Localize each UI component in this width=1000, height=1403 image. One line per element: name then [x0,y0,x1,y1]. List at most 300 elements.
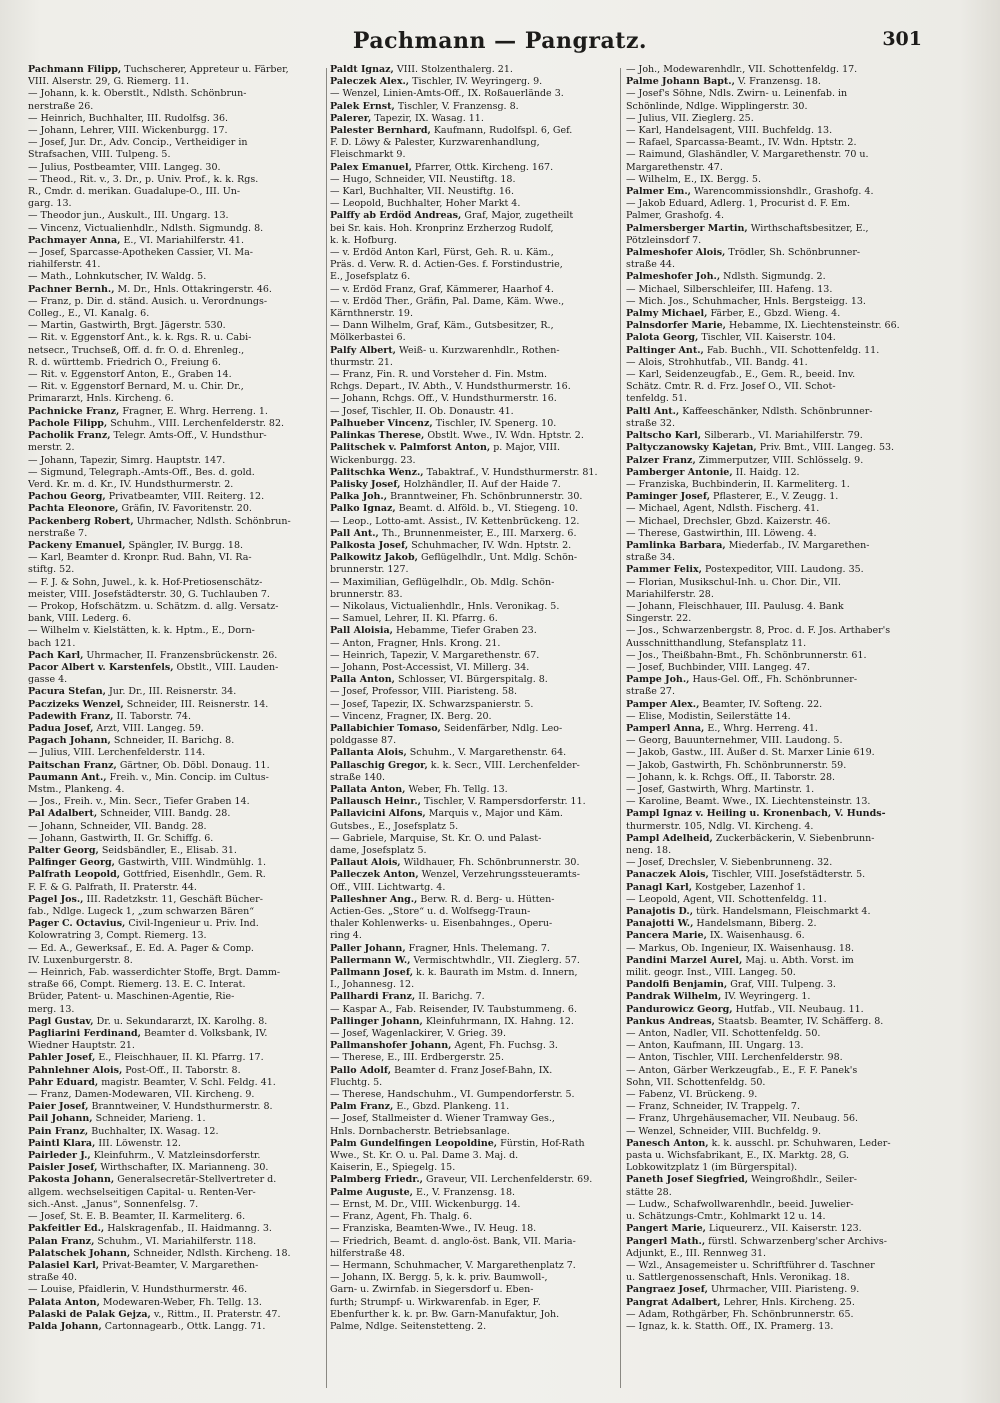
entry-details: — v. Erdöd Anton Karl, Fürst, Geh. R. u. Käm., [330,247,554,259]
directory-entry [330,894,616,906]
directory-entry [330,1089,616,1101]
entry-name: Paltyczanowsky Kajetan, [626,442,757,454]
directory-entry [28,101,324,113]
entry-name: Pampe Joh., [626,674,690,686]
directory-entry [626,1113,926,1125]
entry-details: — Jos., Schwarzenbergstr. 8, Proc. d. F. Jos. Arthaber's [626,625,891,637]
directory-entry [626,699,926,711]
directory-entry [626,210,926,222]
directory-entry [28,259,324,271]
directory-entry [330,1236,616,1248]
directory-entry [330,296,616,308]
entry-details: — Josef, Drechsler, V. Siebenbrunneng. 32. [626,857,833,869]
entry-name: Palatschek Johann, [28,1247,131,1259]
entry-name: Panaczek Alois, [626,869,709,881]
directory-entry [330,1113,616,1125]
directory-entry [28,455,324,467]
entry-details: Wirthschafter, IX. Marianneng. 30. [97,1162,269,1174]
entry-details: straße 34. [626,552,675,564]
entry-name: Pallmann Josef, [330,967,413,979]
directory-entry [626,967,926,979]
entry-details: Handelsmann, Biberg. 2. [693,918,817,930]
entry-details: Privatbeamter, VIII. Reiterg. 12. [105,491,265,503]
entry-details: Adjunkt, E., III. Rennweg 31. [626,1247,767,1259]
entry-details: v., Rittm., II. Praterstr. 47. [150,1308,281,1320]
directory-entry [626,101,926,113]
entry-details: fab., Ndlge. Lugeck 1, „zum schwarzen Bären“ [28,906,255,918]
entry-details: — Johann, Fleischhauer, III. Paulusg. 4. Bank [626,600,844,612]
entry-name: Panajotis D., [626,906,694,918]
entry-details: Pfarrer, Ottk. Kircheng. 167. [411,161,554,173]
entry-details: Vermischtwhdlr., VII. Zieglerg. 57. [410,954,580,966]
entry-details: — Samuel, Lehrer, II. Kl. Pfarrg. 6. [330,613,498,625]
entry-name: Pall Ant., [330,527,379,539]
entry-details: VIII. Stolzenthalerg. 21. [393,64,513,75]
entry-details: II. Taborstr. 74. [113,710,191,722]
entry-details: — Hugo, Schneider, VII. Neustiftg. 18. [330,173,516,185]
entry-details: Margarethenstr. 47. [626,161,723,173]
directory-entry [330,1321,616,1333]
entry-details: — Josef, Stallmeister d. Wiener Tramway Ges., [330,1113,555,1125]
entry-details: Seidenfärber, Ndlg. Leo- [440,722,563,734]
entry-details: Fab. Buchh., VII. Schottenfeldg. 11. [703,344,880,356]
entry-details: — Josef, Jur. Dr., Adv. Concip., Vertheidiger in [28,137,248,149]
directory-entry [626,1236,926,1248]
directory-entry [626,930,926,942]
entry-details: — Kaspar A., Fab. Reisender, IV. Taubstummeng. 6. [330,1003,577,1015]
entry-details: Obstlt. Wwe., IV. Wdn. Hptstr. 2. [424,430,584,442]
directory-entry [330,747,616,759]
entry-name: Paisler Josef, [28,1162,98,1174]
directory-entry [626,760,926,772]
entry-details: Fürstin, Hof-Rath [497,1137,585,1149]
entry-details: — Franz, Damen-Modewaren, VII. Kircheng. 9. [28,1089,255,1101]
directory-entry [330,101,616,113]
entry-details: — Anton, Kaufmann, III. Ungarg. 13. [626,1040,804,1052]
directory-entry [330,589,616,601]
directory-entry [626,332,926,344]
entry-details: — Friedrich, Beamt. d. anglo-öst. Bank, VII. Maria- [330,1235,576,1247]
directory-entry [626,284,926,296]
entry-details: Weingroßhdlr., Seiler- [748,1174,857,1186]
directory-entry [28,625,324,637]
directory-entry [626,1199,926,1211]
entry-name: Pandini Marzel Aurel, [626,954,743,966]
entry-details: — Florian, Musikschul-Inh. u. Chor. Dir., VII. [626,576,841,588]
entry-name: Palaski de Palak Gejza, [28,1308,151,1320]
directory-entry [626,918,926,930]
entry-details: straße 27. [626,686,675,698]
entry-details: — Mich. Jos., Schuhmacher, Hnls. Bergsteigg. 13. [626,295,866,307]
entry-details: VIII. Alserstr. 29, G. Riemerg. 11. [28,76,189,88]
directory-entry [626,1138,926,1150]
entry-name: Palko Ignaz, [330,503,396,515]
entry-details: — v. Erdöd Franz, Graf, Kämmerer, Haarhof 4. [330,283,554,295]
directory-entry [330,552,616,564]
entry-details: p. Major, VIII. [490,442,561,454]
directory-entry [330,711,616,723]
entry-name: Palmer Em., [626,186,691,198]
directory-entry [330,162,616,174]
directory-entry [28,760,324,772]
entry-details: Modewaren-Weber, Fh. Tellg. 13. [99,1296,262,1308]
entry-details: Halskragenfab., II. Haidmanng. 3. [104,1223,272,1235]
entry-details: Hnls. Dornbacherstr. Betriebsanlage. [330,1125,510,1137]
entry-details: Schneider, VIII. Bandg. 28. [97,808,231,820]
entry-details: — Vincenz, Fragner, IX. Berg. 20. [330,710,492,722]
entry-details: — Joh., Modewarenhdlr., VII. Schottenfeldg. 17. [626,64,858,75]
column-1 [28,64,324,1394]
directory-entry [626,796,926,808]
directory-entry [28,808,324,820]
entry-name: Palla Anton, [330,674,395,686]
directory-entry [330,1101,616,1113]
entry-details: Schneider, II. Barichg. 8. [110,735,235,747]
page-title: Pachmann — Pangratz. [352,28,648,54]
entry-name: Palasiel Karl, [28,1259,100,1271]
directory-entry [626,772,926,784]
entry-details: — Hermann, Schuhmacher, V. Margarethenplatz 7. [330,1259,576,1271]
entry-details: Gastwirth, VIII. Windmühlg. 1. [114,857,267,869]
directory-entry [626,589,926,601]
directory-entry [28,467,324,479]
entry-details: — Josef, Professor, VIII. Piaristeng. 58. [330,686,518,698]
directory-entry [626,442,926,454]
entry-details: bei Sr. kais. Hoh. Kronprinz Erzherzog Rudolf, [330,222,554,234]
entry-details: Schuhm., VI. Mariahilferstr. 118. [94,1235,257,1247]
entry-name: Pahler Josef, [28,1052,96,1064]
entry-name: Padua Josef, [28,722,94,734]
entry-name: Pachner Bernh., [28,283,115,295]
directory-entry [28,1284,324,1296]
entry-name: Pahnlehner Alois, [28,1064,123,1076]
entry-details: Wildhauer, Fh. Schönbrunnerstr. 30. [400,857,580,869]
entry-details: — Johann, k. k. Rchgs. Off., II. Taborstr. 28. [626,771,836,783]
entry-details: — Leopold, Agent, VII. Schottenfeldg. 11. [626,893,827,905]
entry-name: Pachou Georg, [28,491,106,503]
entry-details: brunnerstr. 83. [330,588,403,600]
entry-name: Palter Georg, [28,845,99,856]
entry-details: Schneider, Ndlsth. Kircheng. 18. [130,1247,291,1259]
directory-entry [330,88,616,100]
entry-name: Paintl Klara, [28,1137,96,1149]
entry-details: Spängler, IV. Burgg. 18. [125,539,244,551]
directory-entry [28,699,324,711]
entry-details: M. Dr., Hnls. Ottakringerstr. 46. [114,283,272,295]
directory-entry [330,320,616,332]
directory-entry [28,76,324,88]
entry-details: — Wilhelm v. Kielstätten, k. k. Hptm., E., Dorn- [28,625,255,637]
directory-entry [626,1101,926,1113]
entry-details: III. Radetzkstr. 11, Geschäft Bücher- [83,893,263,905]
entry-details: Rchgs. Depart., IV. Abth., V. Hundsthurmerstr. 16. [330,381,571,393]
entry-name: Paldt Ignaz, [330,64,394,75]
entry-details: Lobkowitzplatz 1 (im Bürgerspital). [626,1162,798,1174]
directory-entry [28,1138,324,1150]
entry-details: — v. Erdöd Ther., Gräfin, Pal. Dame, Käm. Wwe., [330,295,565,307]
entry-details: dame, Josefsplatz 5. [330,845,427,856]
directory-entry [28,845,324,857]
directory-entry [330,577,616,589]
directory-entry [28,540,324,552]
directory-entry [626,869,926,881]
column-3 [626,64,926,1394]
directory-entry [626,1211,926,1223]
entry-details: Hutfab., VII. Neubaug. 11. [732,1003,864,1015]
entry-details: — Michael, Silberschleifer, III. Hafeng. 13. [626,283,833,295]
entry-name: Pallabichier Tomaso, [330,722,441,734]
entry-details: Gottfried, Eisenhdlr., Gem. R. [120,869,266,881]
directory-entry [626,64,926,76]
entry-name: Packeny Emanuel, [28,539,126,551]
entry-details: bank, VIII. Lederg. 6. [28,613,132,625]
entry-name: Panagl Karl, [626,881,692,893]
directory-entry [626,320,926,332]
entry-name: Pall Aloisia, [330,625,393,637]
directory-entry [330,1016,616,1028]
directory-entry [330,625,616,637]
directory-entry [626,686,926,698]
directory-entry [626,174,926,186]
directory-entry [28,369,324,381]
entry-details: allgem. wechselseitigen Capital- u. Renten-Ver- [28,1186,256,1198]
directory-entry [626,1223,926,1235]
entry-details: — Alois, Strohhutfab., VII. Bandg. 41. [626,356,808,368]
directory-entry [28,1223,324,1235]
directory-entry [626,308,926,320]
directory-entry [626,1052,926,1064]
entry-details: — Jakob, Gastwirth, Fh. Schönbrunnerstr. 59. [626,759,847,771]
entry-name: Paltl Ant., [626,405,680,417]
directory-entry [330,528,616,540]
entry-details: brunnerstr. 127. [330,564,409,576]
entry-details: — Josef's Söhne, Ndls. Zwirn- u. Leinenfab. in [626,88,848,100]
directory-entry [626,906,926,918]
entry-name: Palkosta Josef, [330,539,409,551]
entry-details: — F. J. & Sohn, Juwel., k. k. Hof-Pretiosenschätz- [28,576,263,588]
directory-entry [626,418,926,430]
entry-details: Singerstr. 22. [626,613,692,625]
entry-details: — Jakob, Gastw., III. Äußer d. St. Marxer Linie 619. [626,747,875,759]
entry-name: Paller Johann, [330,942,406,954]
entry-details: Tabaktraf., V. Hundsthurmerstr. 81. [423,466,598,478]
entry-name: Pachta Eleonore, [28,503,119,515]
entry-details: — Wenzel, Schneider, VIII. Buchfeldg. 9. [626,1125,822,1137]
entry-details: — Julius, VIII. Lerchenfelderstr. 114. [28,747,206,759]
directory-entry [330,638,616,650]
entry-name: Pallhardi Franz, [330,991,416,1003]
entry-details: u. Schätzungs-Cmtr., Kohlmarkt 12 u. 14. [626,1211,826,1223]
entry-details: — Johann, Schneider, VII. Bandg. 28. [28,820,207,832]
directory-entry [626,638,926,650]
entry-name: Pallavicini Alfons, [330,808,426,820]
directory-entry [330,1211,616,1223]
directory-entry [28,723,324,735]
entry-name: Palfrath Leopold, [28,869,121,881]
entry-details: Generalsecretär-Stellvertreter d. [114,1174,277,1186]
directory-entry [330,821,616,833]
entry-details: Kleinfuhrm., V. Matzleinsdorferstr. [90,1150,261,1162]
entry-details: gasse 4. [28,674,68,686]
entry-details: k. k. Hofburg. [330,234,397,246]
directory-entry [28,1321,324,1333]
directory-entry [626,430,926,442]
entry-details: II. Haidg. 12. [732,466,800,478]
directory-entry [28,284,324,296]
entry-details: — Heinrich, Tapezir, V. Margarethenstr. 67. [330,649,540,661]
entry-name: Pagliarini Ferdinand, [28,1028,141,1040]
entry-name: Palkowitz Jakob, [330,552,418,564]
directory-entry [28,1297,324,1309]
entry-details: — Sigmund, Telegraph.-Amts-Off., Bes. d. gold. [28,466,255,478]
entry-name: Palhueber Vincenz, [330,417,433,429]
entry-details: Maj. u. Abth. Vorst. im [742,954,854,966]
directory-entry [330,1260,616,1272]
directory-entry [626,491,926,503]
entry-details: — Johann, Post-Accessist, VI. Millerg. 34. [330,661,530,673]
directory-entry [330,442,616,454]
entry-name: Pain Franz, [28,1125,89,1137]
entry-name: Pahr Eduard, [28,1076,99,1088]
directory-entry [626,808,926,820]
entry-details: — Therese, Handschuhm., VI. Gumpendorferstr. 5. [330,1089,575,1101]
directory-entry [626,113,926,125]
entry-details: — Heinrich, Buchhalter, III. Rudolfsg. 36. [28,112,229,124]
entry-details: IV. Luxenburgerstr. 8. [28,954,133,966]
entry-name: Pallo Adolf, [330,1064,392,1076]
entry-details: — Rit. v. Eggenstorf Ant., k. k. Rgs. R. u. Cabi- [28,332,252,344]
directory-entry [330,613,616,625]
entry-details: k. k. ausschl. pr. Schuhwaren, Leder- [708,1137,891,1149]
entry-details: — Josef, Tapezir, IX. Schwarzspanierstr. 5. [330,698,534,710]
entry-details: Dr. u. Sekundararzt, IX. Karolhg. 8. [93,1015,268,1027]
entry-details: — Martin, Gastwirth, Brgt. Jägerstr. 530. [28,320,226,332]
directory-entry [330,491,616,503]
entry-details: Actien-Ges. „Store“ u. d. Wolfsegg-Traun- [330,906,531,918]
directory-entry [626,784,926,796]
directory-entry [626,991,926,1003]
directory-entry [28,784,324,796]
directory-entry [28,1126,324,1138]
directory-entry [330,1174,616,1186]
directory-entry [28,918,324,930]
directory-entry [330,381,616,393]
directory-entry [626,455,926,467]
entry-name: Padewith Franz, [28,710,114,722]
directory-entry [28,1016,324,1028]
directory-entry [330,955,616,967]
entry-details: — Theod., Rit. v., 3. Dr., p. Univ. Prof., k. k. Rgs. [28,173,259,185]
directory-entry [28,577,324,589]
directory-entry [28,564,324,576]
entry-details: Schneider, III. Reisnerstr. 14. [123,698,269,710]
entry-details: Schätz. Cmtr. R. d. Frz. Josef O., VII. Schot- [626,381,836,393]
entry-name: Pangerl Math., [626,1235,706,1247]
entry-details: Kaiserin, E., Spiegelg. 15. [330,1162,456,1174]
directory-entry [28,955,324,967]
directory-entry [626,88,926,100]
entry-details: — Anton, Nadler, VII. Schottenfeldg. 50. [626,1028,821,1040]
entry-details: nerstraße 26. [28,100,94,112]
entry-details: — Dann Wilhelm, Graf, Käm., Gutsbesitzer, R., [330,320,554,332]
entry-name: Pagl Gustav, [28,1015,94,1027]
directory-entry [626,821,926,833]
directory-entry [28,210,324,222]
entry-details: E., VI. Mariahilferstr. 41. [120,234,244,246]
directory-entry [28,979,324,991]
entry-name: Palfy Albert, [330,344,396,356]
entry-details: Tischler, VII. Kaiserstr. 104. [698,332,836,344]
entry-name: Paitschan Franz, [28,759,117,771]
directory-entry [626,747,926,759]
entry-details: Berw. R. d. Berg- u. Hütten- [417,893,555,905]
entry-details: Kärnthnerstr. 19. [330,308,413,320]
directory-entry [330,1040,616,1052]
directory-entry [626,723,926,735]
entry-details: Off., VIII. Lichtwartg. 4. [330,881,446,893]
entry-details: Liqueurerz., VII. Kaiserstr. 123. [705,1223,862,1235]
entry-details: Tischler, V. Rampersdorferstr. 11. [420,796,586,808]
entry-details: Agent, Fh. Fuchsg. 3. [451,1040,558,1052]
entry-details: — Josef, Tischler, II. Ob. Donaustr. 41. [330,405,514,417]
entry-name: Pallmanshofer Johann, [330,1040,452,1052]
directory-entry [330,833,616,845]
entry-name: Pamper Alex., [626,698,700,710]
entry-name: Pacholik Franz, [28,430,111,442]
directory-entry [330,991,616,1003]
entry-details: Kaufmann, Rudolfspl. 6, Gef. [430,125,573,137]
directory-entry [330,357,616,369]
entry-details: — Rit. v. Eggenstorf Anton, E., Graben 14. [28,369,232,381]
entry-details: Privat-Beamter, V. Margarethen- [99,1259,259,1271]
entry-details: — Karl, Handelsagent, VIII. Buchfeldg. 13. [626,125,833,137]
directory-entry [28,1211,324,1223]
entry-details: Graf, VIII. Tulpeng. 3. [727,979,836,991]
entry-details: Silberarb., VI. Mariahilferstr. 79. [701,430,863,442]
entry-name: Palleczek Anton, [330,869,419,881]
directory-entry [330,271,616,283]
entry-details: — Franz, p. Dir. d. ständ. Ausich. u. Verordnungs- [28,295,268,307]
entry-name: Pallanta Alois, [330,747,407,759]
entry-details: R. d. württemb. Friedrich O., Freiung 6. [28,356,221,368]
directory-entry [626,894,926,906]
entry-details: Tischler, IV. Weyringerg. 9. [409,76,543,88]
directory-entry [626,125,926,137]
directory-entry [626,1016,926,1028]
entry-details: — Anton, Tischler, VIII. Lerchenfelderstr. 98. [626,1052,843,1064]
entry-details: Pflasterer, E., V. Zeugg. 1. [710,491,839,503]
entry-details: — Franz, Agent, Fh. Thalg. 6. [330,1211,473,1223]
directory-entry [330,772,616,784]
directory-entry [28,686,324,698]
entry-details: straße 44. [626,259,675,271]
directory-entry [626,247,926,259]
directory-entry [626,735,926,747]
entry-details: E., Fleischhauer, II. Kl. Pfarrg. 17. [95,1052,264,1064]
directory-entry [626,601,926,613]
directory-entry [28,1052,324,1064]
directory-entry [28,650,324,662]
entry-name: Pagach Johann, [28,735,111,747]
entry-name: Pampl Ignaz v. Heiling u. Kronenbach, V. Hunds- [626,808,886,820]
directory-entry [28,235,324,247]
entry-name: Paltscho Karl, [626,430,702,442]
entry-name: Pachmann Filipp, [28,64,122,75]
entry-details: Gärtner, Ob. Döbl. Donaug. 11. [116,759,270,771]
directory-entry [626,674,926,686]
entry-details: Colleg., E., VI. Kanalg. 6. [28,308,150,320]
directory-entry [28,516,324,528]
